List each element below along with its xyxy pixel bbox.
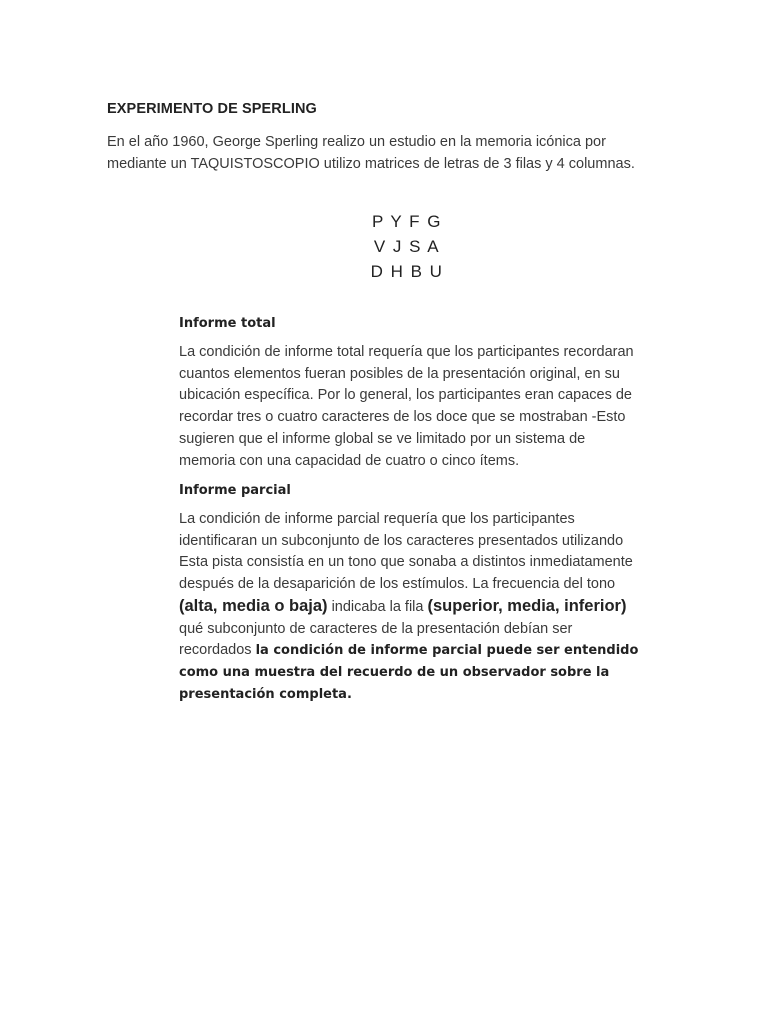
informe-total-heading: Informe total — [179, 316, 276, 331]
paragraph-line: La condición de informe parcial requería que los participantes — [179, 511, 575, 527]
paragraph-line: La condición de informe total requería que los participantes recordaran — [179, 344, 634, 360]
letter-matrix — [307, 209, 507, 284]
paragraph-line: Esta pista consistía en un tono que sonaba a distintos inmediatamente — [179, 554, 633, 571]
matrix-row: P Y F G — [371, 212, 443, 231]
paragraph-line-mixed — [179, 596, 679, 619]
intro-line: En el año 1960, George Sperling realizo un estudio en la memoria icónica por — [107, 134, 606, 150]
paragraph-line: presentación completa. — [179, 686, 352, 702]
paragraph-line: como una muestra del recuerdo de un observador sobre la — [179, 664, 610, 680]
informe-total-paragraph — [179, 342, 679, 472]
paragraph-line: sugieren que el informe global se ve limitado por un sistema de — [179, 430, 586, 447]
informe-parcial-heading: Informe parcial — [179, 483, 291, 498]
informe-parcial-paragraph — [179, 509, 679, 705]
bold-phrase: la condición de informe parcial puede ser entendido — [255, 643, 639, 659]
paragraph-line: identificaran un subconjunto de los caracteres presentados utilizando — [179, 532, 624, 549]
document-title: EXPERIMENTO DE SPERLING — [107, 101, 317, 117]
paragraph-line: qué subconjunto de caracteres de la presentación debían ser — [179, 620, 573, 637]
intro-line: mediante un TAQUISTOSCOPIO utilizo matrices de letras de 3 filas y 4 columnas. — [107, 156, 635, 172]
matrix-row: D H B U — [370, 262, 444, 281]
paragraph-line: memoria con una capacidad de cuatro o cinco ítems. — [179, 452, 520, 469]
plain-phrase: recordados — [179, 642, 256, 659]
paragraph-line: después de la desaparición de los estímulos. La frecuencia del tono — [179, 576, 616, 593]
paragraph-line: cuantos elementos fueran posibles de la presentación original, en su — [179, 365, 620, 382]
bold-phrase: (alta, media o baja) — [179, 596, 328, 615]
bold-phrase: (superior, media, inferior) — [427, 596, 627, 615]
paragraph-line: recordar tres o cuatro caracteres de los doce que se mostraban -Esto — [179, 409, 626, 426]
paragraph-line: ubicación específica. Por lo general, los participantes eran capaces de — [179, 387, 632, 404]
matrix-row: V J S A — [373, 237, 441, 256]
plain-phrase: indicaba la fila — [327, 598, 428, 615]
paragraph-line-mixed — [179, 640, 679, 662]
intro-paragraph — [107, 131, 687, 175]
